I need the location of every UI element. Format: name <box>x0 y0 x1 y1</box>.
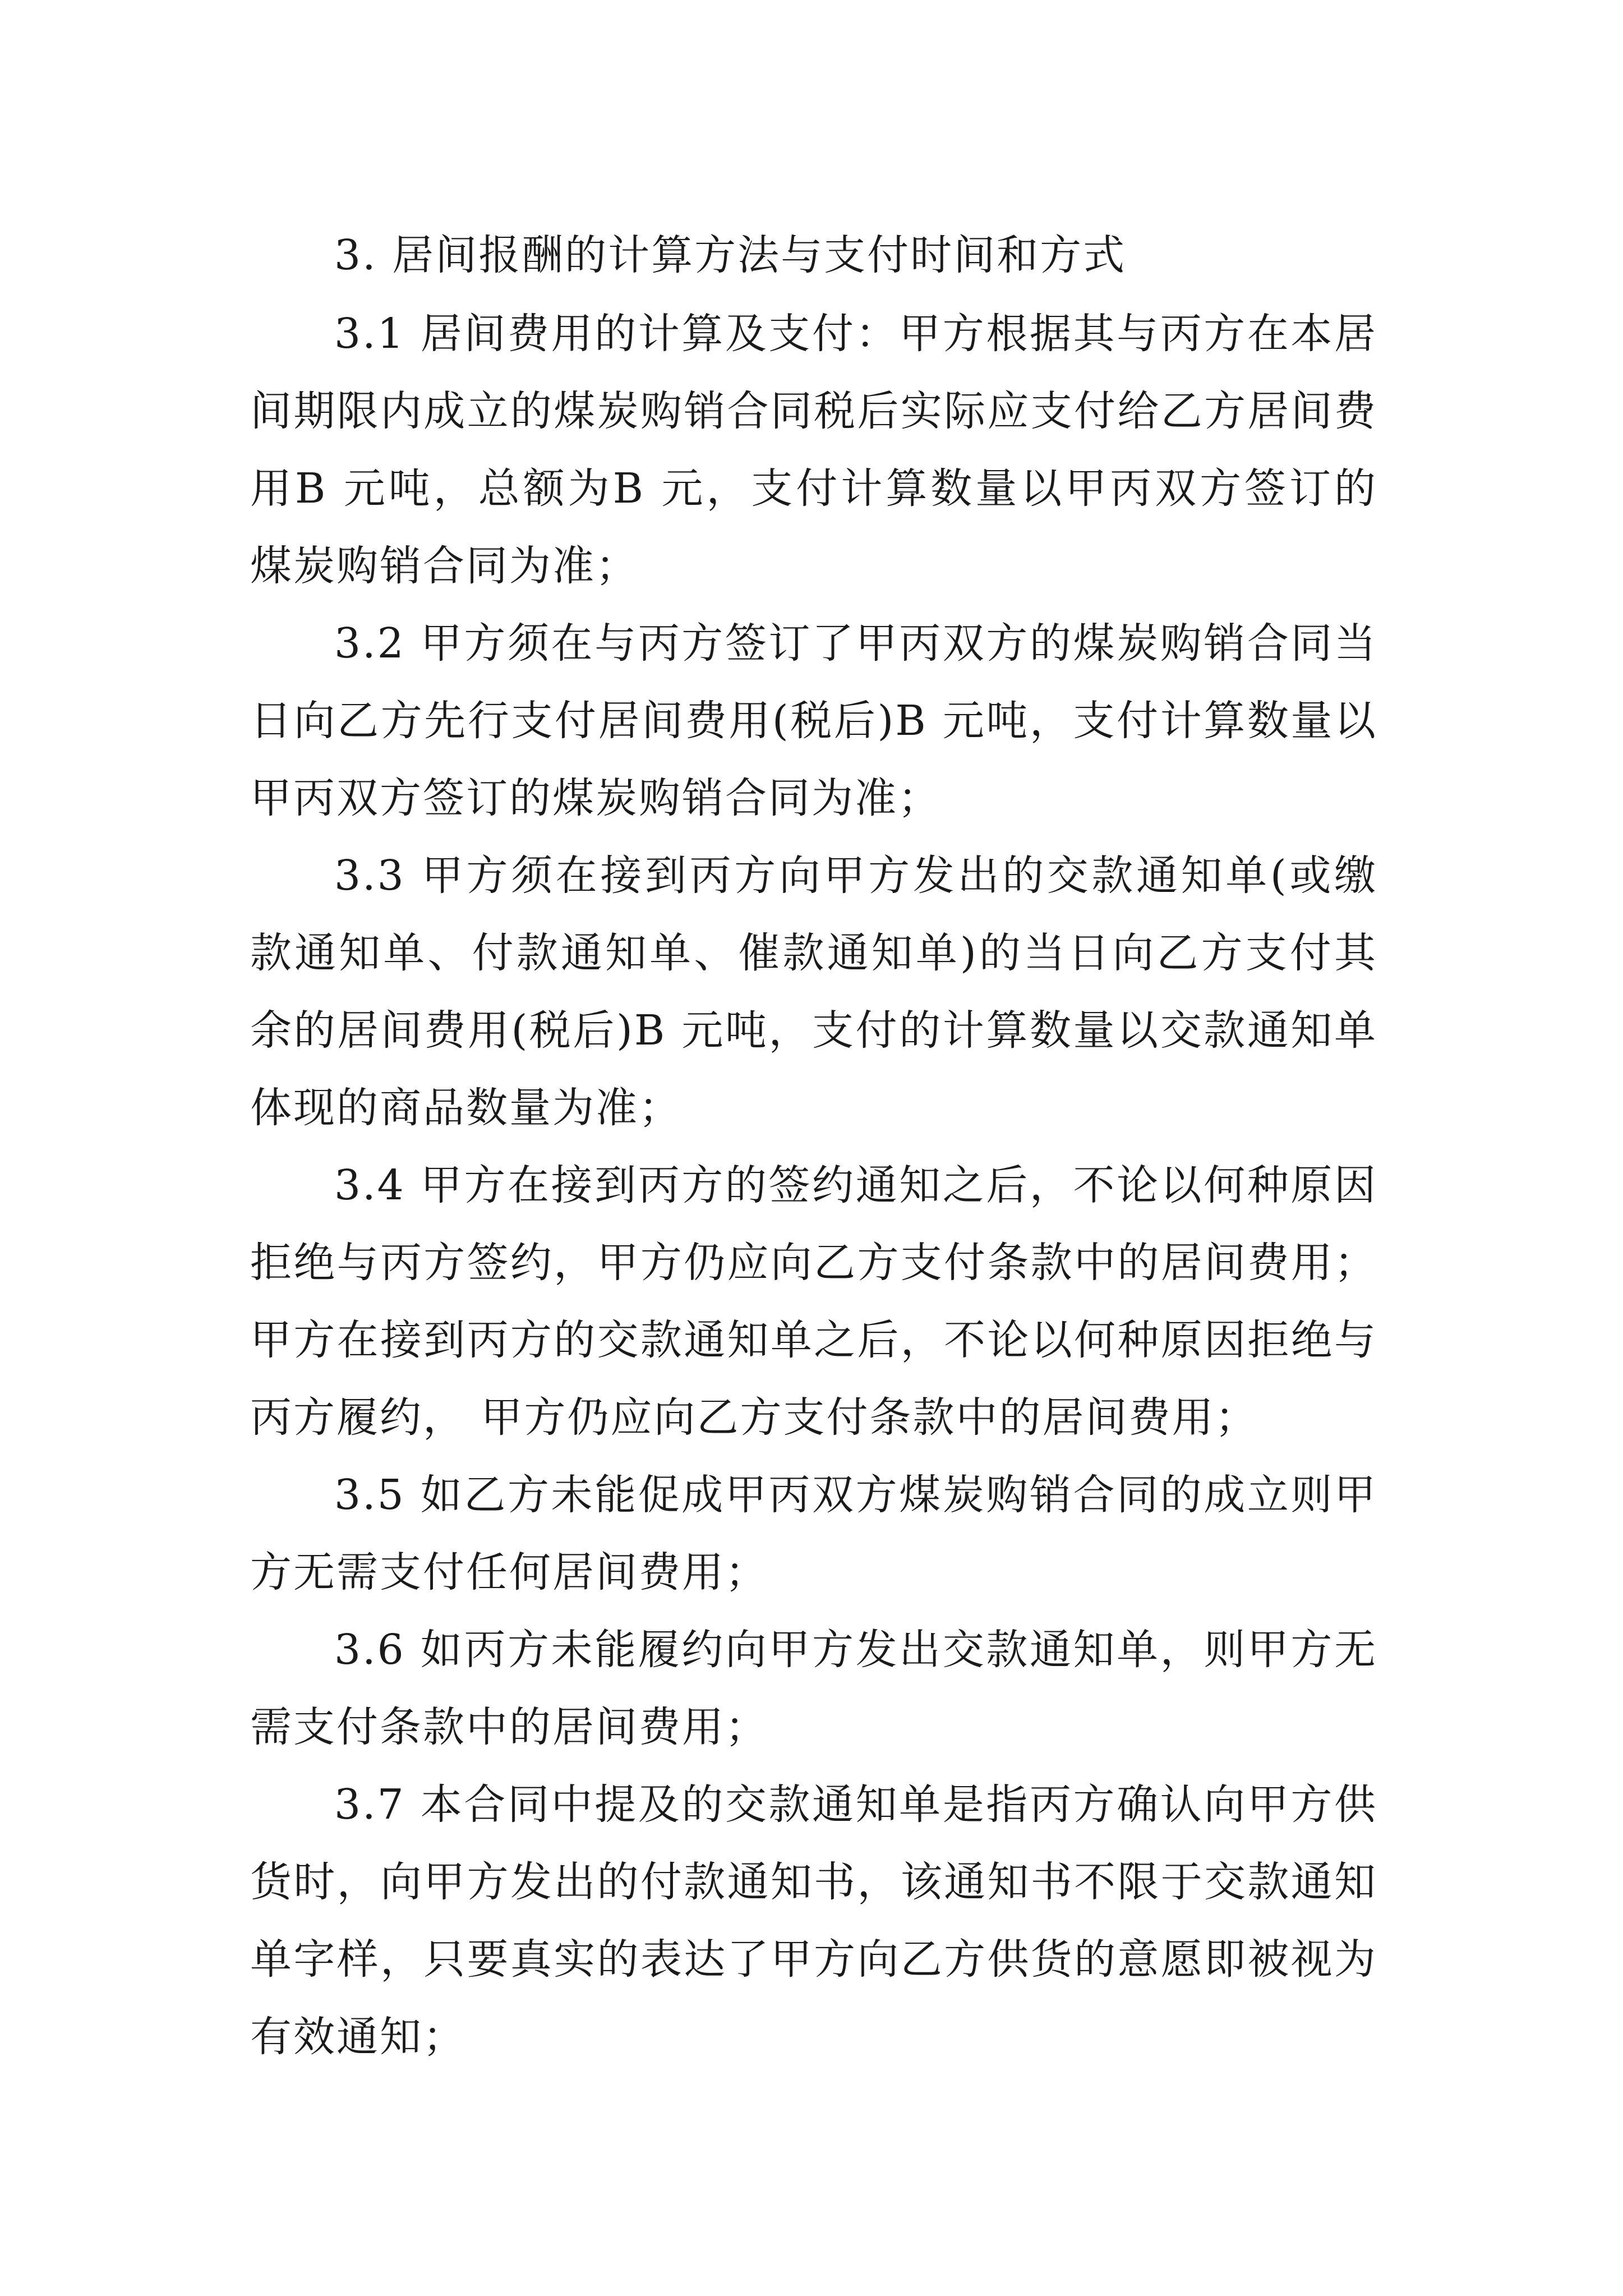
clause-3-2: 3.2 甲方须在与丙方签订了甲丙双方的煤炭购销合同当日向乙方先行支付居间费用(税后)B 元吨，支付计算数量以甲丙双方签订的煤炭购销合同为准； <box>250 619 1377 822</box>
document-body <box>250 217 1377 2076</box>
section-heading: 3. 居间报酬的计算方法与支付时间和方式 <box>334 231 1127 279</box>
clause-3-5: 3.5 如乙方未能促成甲丙双方煤炭购销合同的成立则甲方无需支付任何居间费用； <box>250 1471 1377 1596</box>
clause-3-4: 3.4 甲方在接到丙方的签约通知之后，不论以何种原因拒绝与丙方签约，甲方仍应向乙方支付条款中的居间费用；甲方在接到丙方的交款通知单之后，不论以何种原因拒绝与丙方履约， 甲方仍应向乙方支付条款中的居间费用； <box>250 1161 1377 1442</box>
clause-3-6: 3.6 如丙方未能履约向甲方发出交款通知单，则甲方无需支付条款中的居间费用； <box>250 1626 1377 1751</box>
clause-3-7: 3.7 本合同中提及的交款通知单是指丙方确认向甲方供货时，向甲方发出的付款通知书，该通知书不限于交款通知单字样，只要真实的表达了甲方向乙方供货的意愿即被视为有效通知； <box>250 1780 1377 2061</box>
clause-3-1: 3.1 居间费用的计算及支付：甲方根据其与丙方在本居间期限内成立的煤炭购销合同税后实际应支付给乙方居间费用B 元吨，总额为B 元，支付计算数量以甲丙双方签订的煤炭购销合同为准； <box>250 310 1377 590</box>
clause-3-3: 3.3 甲方须在接到丙方向甲方发出的交款通知单(或缴款通知单、付款通知单、催款通知单)的当日向乙方支付其余的居间费用(税后)B 元吨，支付的计算数量以交款通知单体现的商品数量为准； <box>250 852 1377 1132</box>
